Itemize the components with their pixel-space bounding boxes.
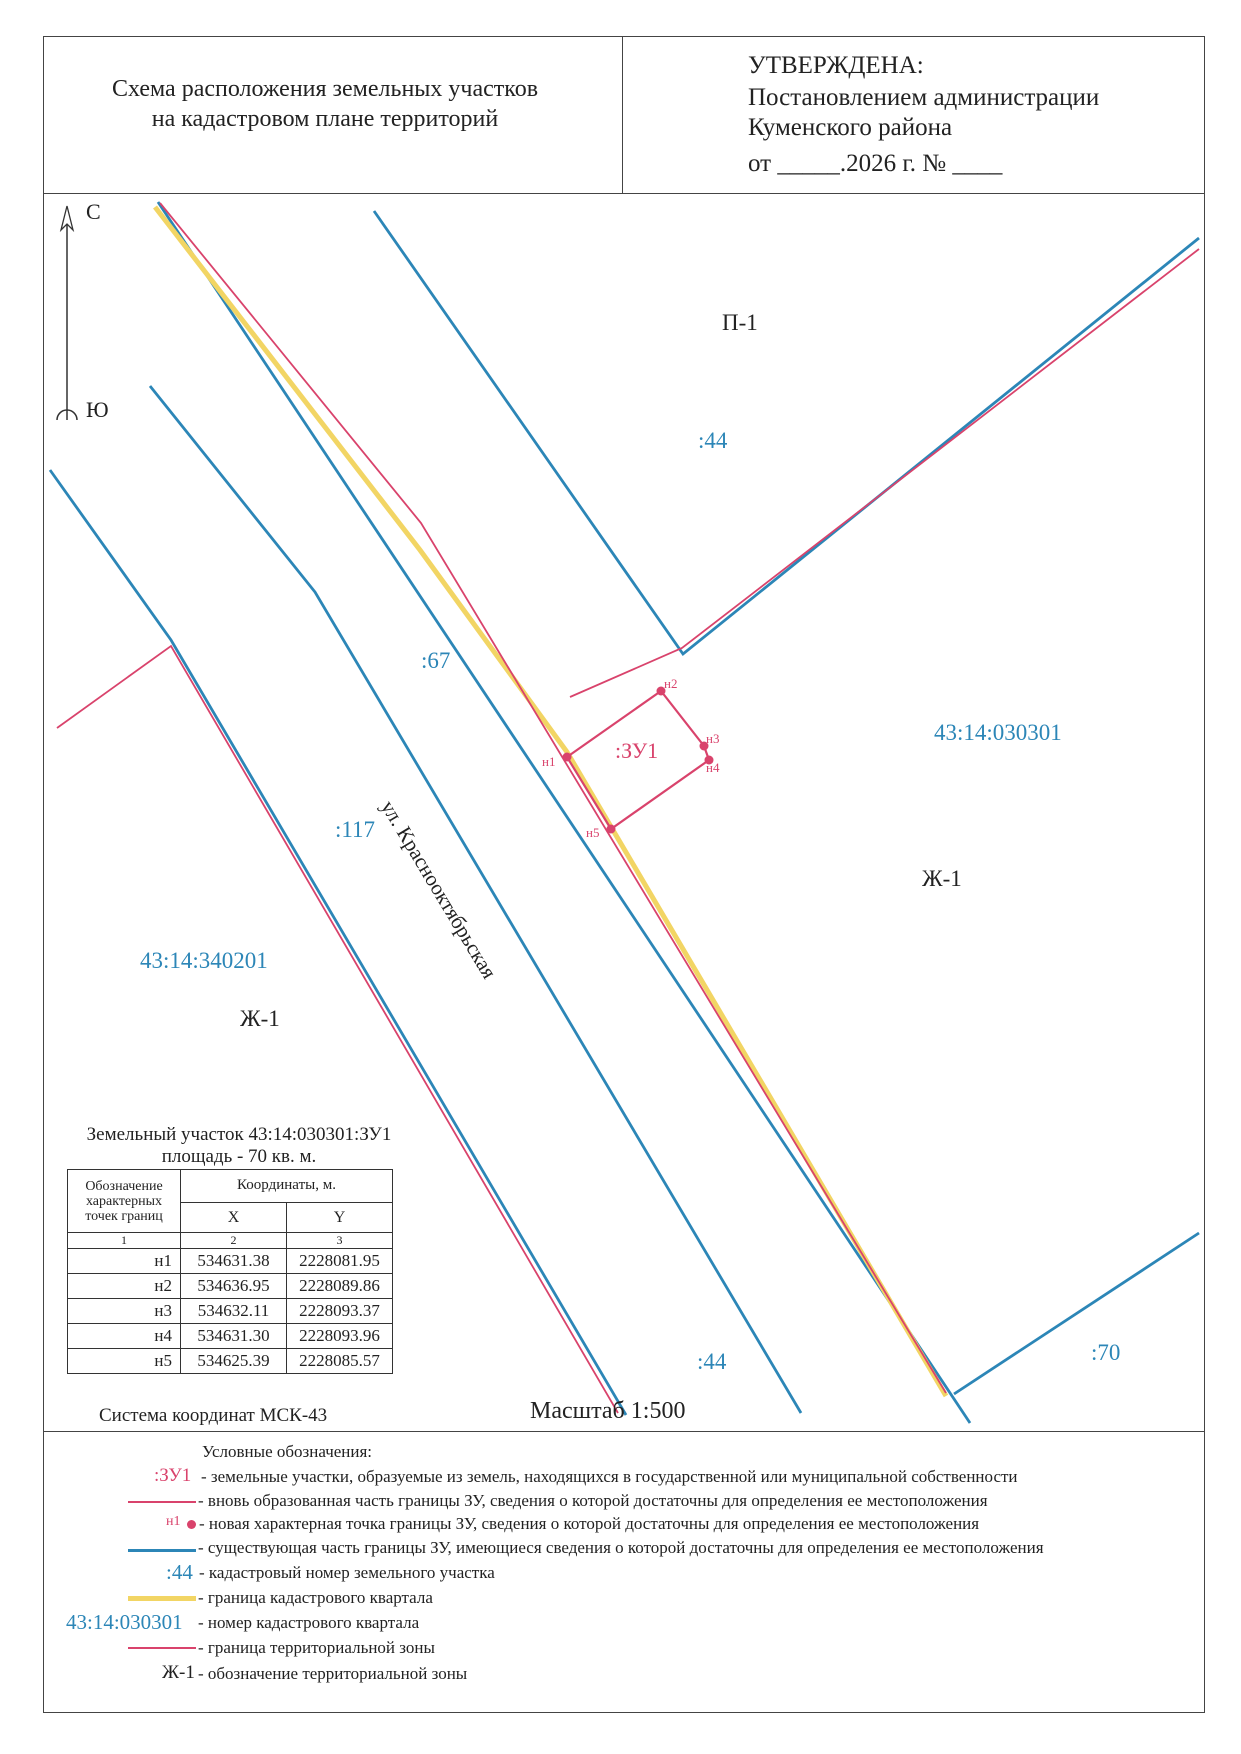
legend-symbol-quarter-number: 43:14:030301 — [66, 1610, 183, 1634]
col-x-header: X — [181, 1202, 287, 1232]
x-cell: 534625.39 — [181, 1349, 287, 1374]
legend-symbol-point: н1 — [166, 1514, 181, 1529]
zone-zh1-west-label: Ж-1 — [240, 1006, 280, 1031]
coord-system-label: Система координат МСК-43 — [99, 1405, 328, 1426]
blue-boundary-parcel-70 — [954, 1233, 1199, 1394]
legend-title: Условные обозначения: — [202, 1442, 373, 1461]
point-cell: н2 — [68, 1274, 181, 1299]
x-cell: 534631.38 — [181, 1249, 287, 1274]
legend-text-plot: - земельные участки, образуемые из земель, находящихся в государственной или муниципальной собственности — [201, 1467, 1018, 1486]
legend-symbol-zone-code: Ж-1 — [162, 1662, 195, 1683]
point-n3-label: н3 — [706, 731, 720, 746]
legend-line-new-boundary — [128, 1501, 196, 1503]
plot-title: Земельный участок 43:14:030301:ЗУ1 — [86, 1124, 392, 1145]
approval-heading: УТВЕРЖДЕНА: — [748, 52, 924, 79]
legend-text-new-boundary: - вновь образованная часть границы ЗУ, сведения о которой достаточны для определения ее местоположения — [198, 1491, 988, 1510]
table-row — [68, 1299, 393, 1324]
legend-symbol-plot: :ЗУ1 — [154, 1465, 192, 1486]
compass-south-label: Ю — [86, 397, 109, 422]
compass-north-label: С — [86, 199, 101, 224]
zone-p1-label: П-1 — [722, 310, 758, 335]
compass-arrow-icon — [57, 206, 77, 420]
coordinates-table — [67, 1169, 393, 1374]
x-cell: 534631.30 — [181, 1324, 287, 1349]
point-cell: н4 — [68, 1324, 181, 1349]
legend-text-quarter-number: - номер кадастрового квартала — [198, 1613, 420, 1632]
index-cell: 2 — [181, 1233, 287, 1249]
scale-label: Масштаб 1:500 — [530, 1398, 686, 1424]
quarter-west-label: 43:14:340201 — [140, 948, 268, 973]
point-cell: н5 — [68, 1349, 181, 1374]
y-cell: 2228081.95 — [287, 1249, 393, 1274]
point-cell: н1 — [68, 1249, 181, 1274]
y-cell: 2228093.37 — [287, 1299, 393, 1324]
point-n1-label: н1 — [542, 754, 556, 769]
approval-line-3: Куменского района — [748, 114, 953, 141]
point-n4-label: н4 — [706, 760, 720, 775]
legend-point-marker — [187, 1520, 196, 1529]
y-cell: 2228089.86 — [287, 1274, 393, 1299]
index-cell: 3 — [287, 1233, 393, 1249]
index-cell: 1 — [68, 1233, 181, 1249]
street-label: ул. Краснооктябрьская — [376, 796, 502, 983]
legend-line-quarter — [128, 1596, 196, 1601]
col-coords-header: Координаты, м. — [181, 1170, 393, 1203]
table-row — [68, 1324, 393, 1349]
x-cell: 534636.95 — [181, 1274, 287, 1299]
legend-text-zone: - граница территориальной зоны — [198, 1638, 435, 1657]
legend-text-point: - новая характерная точка границы ЗУ, сведения о которой достаточны для определения ее местоположения — [199, 1514, 980, 1533]
parcel-44-top-label: :44 — [698, 428, 728, 453]
parcel-67-label: :67 — [421, 648, 451, 673]
parcel-70-label: :70 — [1091, 1340, 1121, 1365]
plot-area: площадь - 70 кв. м. — [161, 1146, 317, 1167]
legend-symbol-parcel: :44 — [166, 1560, 193, 1584]
legend-text-existing-boundary: - существующая часть границы ЗУ, имеющиеся сведения о которой достаточны для определения ее местоположения — [198, 1538, 1044, 1557]
col-points-header: Обозначение характерных точек границ — [68, 1170, 181, 1233]
col-y-header: Y — [287, 1202, 393, 1232]
table-row — [68, 1274, 393, 1299]
y-cell: 2228093.96 — [287, 1324, 393, 1349]
parcel-117-label: :117 — [335, 817, 376, 842]
scheme-title-line-2: на кадастровом плане территорий — [151, 106, 499, 132]
quarter-east-label: 43:14:030301 — [934, 720, 1062, 745]
blue-boundary-parcel-44 — [374, 211, 1199, 654]
parcel-44-bottom-label: :44 — [697, 1349, 727, 1374]
plot-zu1-label: :ЗУ1 — [615, 738, 659, 763]
scheme-title-line-1: Схема расположения земельных участков — [111, 76, 539, 102]
point-n2-label: н2 — [664, 676, 678, 691]
legend-line-existing-boundary — [128, 1549, 196, 1552]
point-n5-label: н5 — [586, 825, 600, 840]
point-n5-marker — [607, 825, 616, 834]
legend-text-parcel: - кадастровый номер земельного участка — [199, 1563, 495, 1582]
zone-zh1-east-label: Ж-1 — [922, 866, 962, 891]
legend-line-zone — [128, 1647, 196, 1649]
table-row — [68, 1349, 393, 1374]
pink-zone-boundary-north — [570, 249, 1199, 697]
point-n1-marker — [563, 753, 572, 762]
approval-line-4: от _____.2026 г. № ____ — [748, 150, 1003, 177]
approval-line-2: Постановлением администрации — [748, 84, 1100, 111]
legend-text-zone-code: - обозначение территориальной зоны — [198, 1664, 468, 1683]
point-cell: н3 — [68, 1299, 181, 1324]
y-cell: 2228085.57 — [287, 1349, 393, 1374]
legend-text-quarter: - граница кадастрового квартала — [198, 1588, 433, 1607]
x-cell: 534632.11 — [181, 1299, 287, 1324]
table-row — [68, 1249, 393, 1274]
